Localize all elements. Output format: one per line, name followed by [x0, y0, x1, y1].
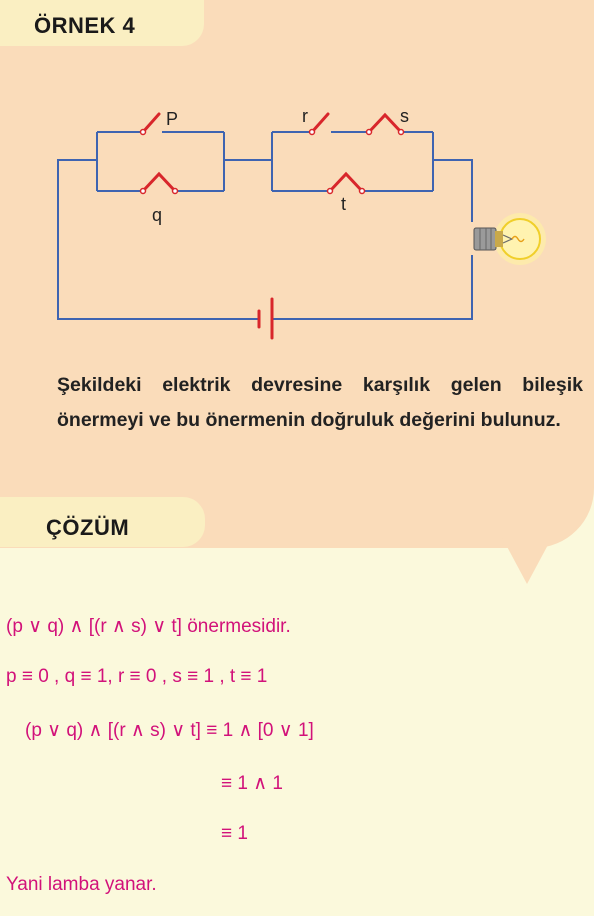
example-title: ÖRNEK 4	[34, 13, 136, 38]
solution-line-3: (p ∨ q) ∧ [(r ∧ s) ∨ t] ≡ 1 ∧ [0 ∨ 1]	[25, 720, 314, 741]
circuit-wires	[58, 132, 472, 319]
solution-conclusion: Yani lamba yanar.	[6, 874, 157, 895]
label-r: r	[302, 106, 308, 126]
switch-q	[141, 174, 178, 194]
label-t: t	[341, 194, 347, 214]
switch-r	[310, 114, 329, 135]
solution-line-2: p ≡ 0 , q ≡ 1, r ≡ 0 , s ≡ 1 , t ≡ 1	[6, 666, 268, 687]
switch-s	[367, 115, 404, 135]
label-q: q	[152, 205, 163, 225]
circuit-diagram	[0, 0, 594, 360]
solution-line-4: ≡ 1 ∧ 1	[221, 773, 283, 794]
solution-line-5: ≡ 1	[221, 823, 248, 844]
question-text: Şekildeki elektrik devresine karşılık gelen bileşik önermeyi ve bu önermenin doğruluk değerini bulunuz.	[57, 374, 583, 431]
example-box-tail	[497, 528, 557, 584]
switch-t	[328, 174, 365, 194]
battery-icon	[259, 299, 272, 338]
label-p: P	[166, 109, 179, 129]
switch-p	[141, 114, 160, 135]
solution-line-1: (p ∨ q) ∧ [(r ∧ s) ∨ t] önermesidir.	[6, 616, 291, 637]
solution-title: ÇÖZÜM	[46, 515, 130, 540]
label-s: s	[400, 106, 409, 126]
light-bulb-icon	[474, 213, 546, 265]
